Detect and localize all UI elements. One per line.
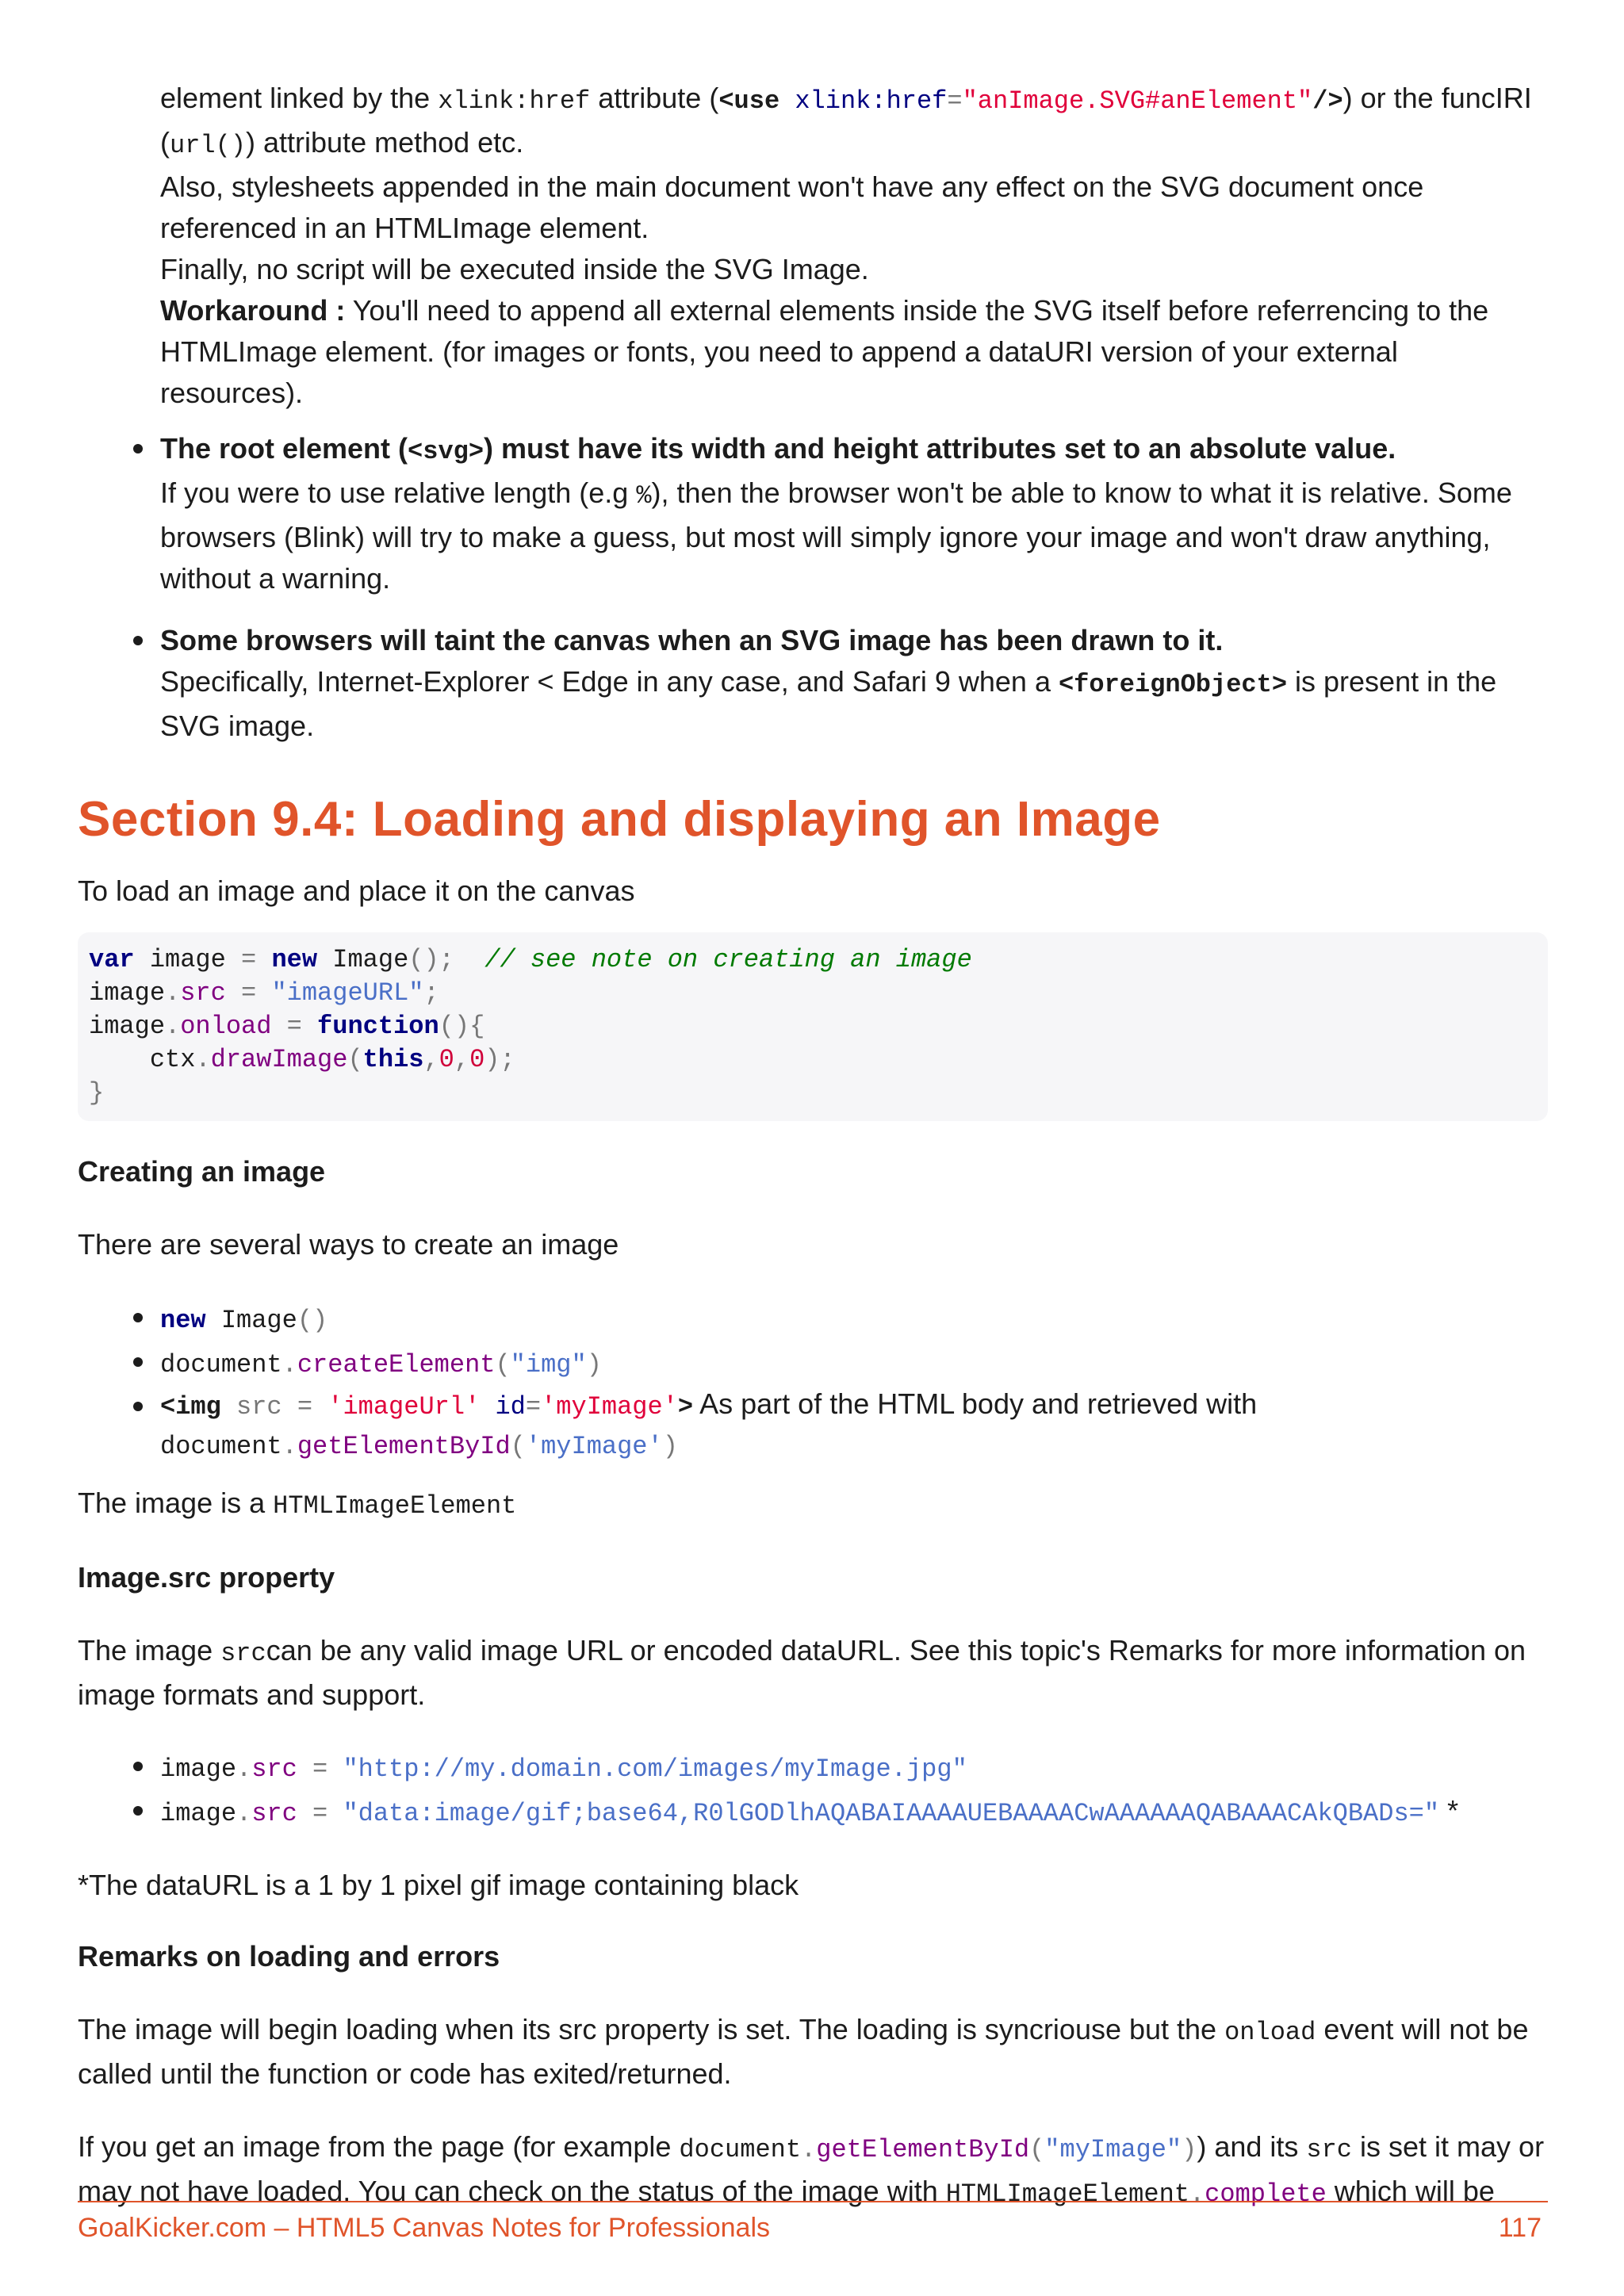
remarks-paragraph-2: If you get an image from the page (for example document.getElementById("myImage")) and its src is set it may or may not have loaded. You can check on the status of the image with HTMLImageElement.complete which will be <box>78 2130 1545 2209</box>
src-examples-list <box>78 1746 1548 1835</box>
src-paragraph: The image srccan be any valid image URL or encoded dataURL. See this topic's Remarks for more information on image formats and support. <box>78 1634 1526 1711</box>
create-ways-list <box>78 1297 1548 1465</box>
remarks-paragraph-1: The image will begin loading when its src property is set. The loading is syncriouse but the onload event will not be called until the function or code has exited/returned. <box>78 2013 1529 2090</box>
caveat-list <box>78 428 1548 747</box>
footer-title: GoalKicker.com – HTML5 Canvas Notes for Professionals <box>78 2213 771 2243</box>
list-item: <img src = 'imageUrl' id='myImage'> As part of the HTML body and retrieved with document.getElementById('myImage') <box>78 1386 1548 1465</box>
continued-bullet-text <box>78 78 1548 414</box>
section-intro: To load an image and place it on the canvas <box>78 874 635 907</box>
para-url: (url()) attribute method etc. <box>160 126 524 160</box>
image-is-element: The image is a HTMLImageElement <box>78 1487 517 1521</box>
bullet-heading: The root element (<svg>) must have its width and height attributes set to an absolute value. <box>160 432 1396 466</box>
page-content <box>78 78 1548 2215</box>
list-item <box>78 428 1548 599</box>
list-item: document.createElement("img") <box>78 1341 1548 1386</box>
list-item: image.src = "http://my.domain.com/images/myImage.jpg" <box>78 1746 1548 1790</box>
bullet-heading: Some browsers will taint the canvas when an SVG image has been drawn to it. <box>160 624 1224 656</box>
para-xlink: element linked by the xlink:href attribute (<use xlink:href="anImage.SVG#anElement"/>) or the funcIRI <box>160 82 1532 116</box>
para-workaround: Workaround : You'll need to append all external elements inside the SVG itself before referrencing to the HTMLImage element. (for images or fonts, you need to append a dataURI version of your external resources). <box>160 294 1489 409</box>
dataurl-note: *The dataURL is a 1 by 1 pixel gif image containing black <box>78 1869 799 1901</box>
remarks-heading: Remarks on loading and errors <box>78 1940 500 1973</box>
list-item: new Image() <box>78 1297 1548 1341</box>
para-stylesheets: Also, stylesheets appended in the main document won't have any effect on the SVG document once referenced in an HTMLImage element. <box>160 170 1424 244</box>
src-heading: Image.src property <box>78 1561 335 1594</box>
creating-intro: There are several ways to create an image <box>78 1228 619 1261</box>
page-footer <box>78 2201 1548 2247</box>
list-item <box>78 620 1548 747</box>
bullet-body: Specifically, Internet-Explorer < Edge in any case, and Safari 9 when a <foreignObject> is present in the SVG image. <box>160 665 1497 742</box>
list-item: image.src = "data:image/gif;base64,R0lGODlhAQABAIAAAAUEBAAAACwAAAAAAQABAAACAkQBADs=" * <box>78 1790 1548 1835</box>
para-no-script: Finally, no script will be executed inside the SVG Image. <box>160 253 869 285</box>
section-title: Section 9.4: Loading and displaying an Image <box>78 792 1161 847</box>
creating-heading: Creating an image <box>78 1155 326 1188</box>
page-number: 117 <box>1498 2213 1542 2243</box>
code-block: var image = new Image(); // see note on creating an image image.src = "imageURL"; image.onload = function(){ ctx.drawImage(this,0,0); } <box>78 932 1548 1121</box>
bullet-body: If you were to use relative length (e.g %), then the browser won't be able to know to what it is relative. Some browsers (Blink) will try to make a guess, but most will simply ignore your image and won't draw anything, without a warning. <box>160 476 1512 595</box>
